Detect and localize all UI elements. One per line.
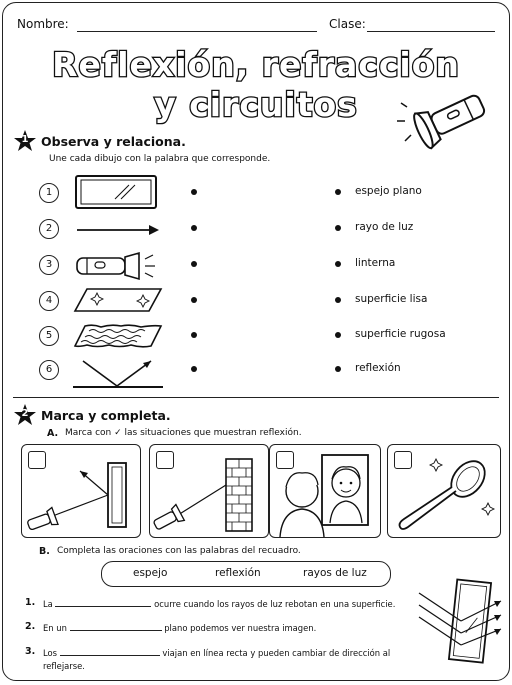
light-ray-arrow-picture — [75, 223, 159, 237]
row-number: 3 — [39, 255, 59, 275]
partB-instruction: Completa las oraciones con las palabras del recuadro. — [57, 546, 301, 556]
row-number: 6 — [39, 360, 59, 380]
row-number: 4 — [39, 291, 59, 311]
section1-number: 1 — [21, 134, 29, 145]
match-word: rayo de luz — [355, 221, 414, 233]
answer-blank-3[interactable] — [60, 655, 160, 656]
mirror-picture — [75, 175, 159, 211]
flashlight-mirror-picture — [22, 445, 140, 537]
match-dot-right[interactable] — [335, 189, 341, 195]
section2-title: Marca y completa. — [41, 408, 171, 423]
sentence-number: 1. — [25, 597, 36, 608]
class-label: Clase: — [329, 17, 366, 31]
word-bank-item: reflexión — [215, 567, 261, 579]
sentence-text: ocurre cuando los rayos de luz rebotan en una superficie. — [154, 599, 396, 609]
match-dot-left[interactable] — [191, 332, 197, 338]
word-bank-item: rayos de luz — [303, 567, 367, 579]
rough-surface-picture — [73, 323, 163, 349]
sentence-text: viajan en línea recta y pueden cambiar de dirección al — [162, 648, 391, 658]
match-word: reflexión — [355, 362, 401, 374]
match-dot-left[interactable] — [191, 225, 197, 231]
class-line[interactable] — [367, 31, 495, 32]
partA-letter: A. — [47, 428, 59, 439]
spoon-picture — [388, 445, 500, 537]
flashlight-icon — [401, 89, 501, 149]
page-title-line2: y circuitos — [154, 85, 358, 124]
sentence-number: 3. — [25, 646, 36, 657]
section1-instruction: Une cada dibujo con la palabra que corresponde. — [49, 154, 271, 164]
sentence-3 — [43, 648, 390, 658]
match-dot-left[interactable] — [191, 189, 197, 195]
match-dot-right[interactable] — [335, 366, 341, 372]
flashlight-brick-wall-picture — [150, 445, 268, 537]
row-number: 5 — [39, 326, 59, 346]
sentence-1 — [43, 599, 395, 609]
match-word: superficie rugosa — [355, 328, 446, 340]
situation-box-3 — [269, 444, 381, 538]
match-dot-right[interactable] — [335, 297, 341, 303]
section1-title: Observa y relaciona. — [41, 134, 186, 149]
match-dot-right[interactable] — [335, 332, 341, 338]
sentence-text: En un — [43, 623, 67, 633]
word-bank-item: espejo — [133, 567, 168, 579]
match-word: superficie lisa — [355, 293, 428, 305]
boy-mirror-picture — [270, 445, 380, 537]
worksheet-page — [2, 2, 510, 681]
sentence-number: 2. — [25, 621, 36, 632]
match-dot-right[interactable] — [335, 225, 341, 231]
situation-box-4 — [387, 444, 501, 538]
sentence-2 — [43, 623, 316, 633]
section2-number: 2 — [21, 408, 29, 419]
situation-box-2 — [149, 444, 269, 538]
name-line[interactable] — [77, 31, 317, 32]
match-word: espejo plano — [355, 185, 422, 197]
match-word: linterna — [355, 257, 396, 269]
match-dot-left[interactable] — [191, 261, 197, 267]
row-number: 2 — [39, 219, 59, 239]
sentence-text: plano podemos ver nuestra imagen. — [164, 623, 317, 633]
section-divider — [13, 397, 499, 398]
match-dot-left[interactable] — [191, 366, 197, 372]
sentence-text: La — [43, 599, 53, 609]
partA-instruction: Marca con ✓ las situaciones que muestran reflexión. — [65, 428, 302, 438]
page-title-line1: Reflexión, refracción — [52, 45, 460, 84]
situation-box-1 — [21, 444, 141, 538]
name-label: Nombre: — [17, 17, 69, 31]
match-dot-right[interactable] — [335, 261, 341, 267]
match-dot-left[interactable] — [191, 297, 197, 303]
row-number: 1 — [39, 183, 59, 203]
answer-blank-1[interactable] — [55, 606, 151, 607]
sentence-text: Los — [43, 648, 58, 658]
reflection-picture — [71, 355, 165, 391]
smooth-surface-picture — [73, 287, 163, 313]
answer-blank-2[interactable] — [70, 630, 162, 631]
partB-letter: B. — [39, 546, 50, 557]
sentence-3-continuation: reflejarse. — [43, 661, 85, 671]
mirror-rays-picture — [417, 577, 503, 667]
flashlight-picture — [75, 253, 165, 279]
